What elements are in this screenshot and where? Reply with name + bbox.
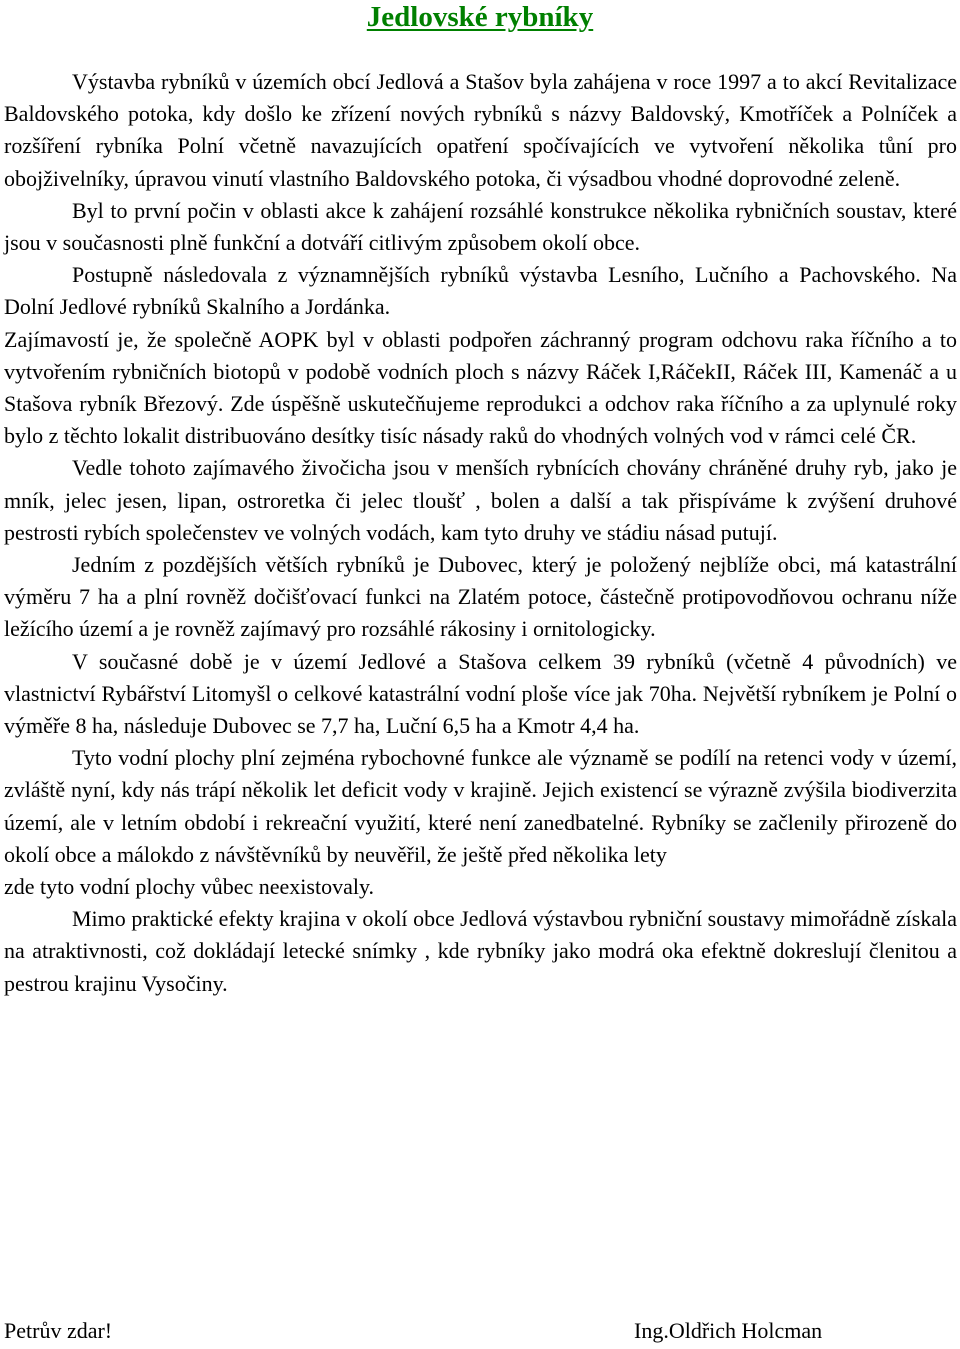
paragraph-first-step: Byl to první počin v oblasti akce k zahájení rozsáhlé konstrukce několika rybničních soustav, které jsou v současnosti plně funkční a dotváří citlivým způsobem okolí obce.	[4, 197, 957, 256]
paragraph-protected-fish: Vedle tohoto zajímavého živočicha jsou v menších rybnících chovány chráněné druhy ryb, jako je mník, jelec jesen, lipan, ostroretka či jelec tloušť , bolen a další a tak přispíváme k zvýšení druhové pestrosti rybích společenstev ve volných vodách, kam tyto druhy ve stádiu násad putují.	[4, 455, 957, 545]
paragraph-dubovec: Jedním z pozdějších větších rybníků je Dubovec, který je položený nejblíže obci, má katastrální výměru 7 ha a plní rovněž dočišťovací funkci na Zlatém potoce, částečně protipovodňovou ochranu níže ležícího území a je rovněž zajímavý pro rozsáhlé rákosiny i ornitologicky.	[4, 552, 957, 642]
author-signature: Ing.Oldřich Holcman	[634, 1318, 823, 1343]
greeting: Petrův zdar!	[4, 1318, 113, 1343]
paragraph-construction-history: Výstavba rybníků v územích obcí Jedlová a Stašov byla zahájena v roce 1997 a to akcí Revitalizace Baldovského potoka, kdy došlo ke zřízení nových rybníků s názvy Baldovský, Kmotříček a Polníček a rozšíření rybníka Polní včetně navazujících opatření spočívajících ve vytvoření několika tůní pro obojživelníky, úpravou vinutí vlastního Baldovského potoka, či výsadbou vhodné doprovodné zeleně.	[4, 69, 957, 191]
paragraph-water-retention	[4, 742, 957, 871]
paragraph-pond-statistics: V současné době je v území Jedlové a Stašova celkem 39 rybníků (včetně 4 původních) ve vlastnictví Rybářství Litomyšl o celkové katastrální vodní ploše více jak 70ha. Největší rybníkem je Polní o výměře 8 ha, následuje Dubovec se 7,7 ha, Luční 6,5 ha a Kmotr 4,4 ha.	[4, 648, 957, 739]
paragraph-following-ponds: Postupně následovala z významnějších rybníků výstavba Lesního, Lučního a Pachovského. Na Dolní Jedlové rybníků Skalního a Jordánka.	[4, 262, 957, 320]
document-body	[4, 66, 957, 1000]
paragraph-water-retention-text: Tyto vodní plochy plní zejména rybochovné funkce ale významě se podílí na retenci vody v území, zvláště nyní, kdy nás trápí několik let deficit vody v krajině. Jejich existencí se výrazně zvýšila biodiverzita území, ale v letním období i rekreační využití, které není zanedbatelné. Rybníky se začlenily přirozeně do okolí obce a málokdo z návštěvníků by neuvěřil, že ještě před několika lety	[4, 745, 957, 867]
paragraph-water-retention-continuation: zde tyto vodní plochy vůbec neexistovaly.	[4, 874, 375, 900]
document-title: Jedlovské rybníky	[366, 1, 594, 33]
paragraph-crayfish-program: Zajímavostí je, že společně AOPK byl v oblasti podpořen záchranný program odchovu raka říčního a to vytvořením rybničních biotopů v podobě vodních ploch s názvy Ráček I,RáčekII, Ráček III, Kamenáč a u Stašova rybník Březový. Zde úspěšně uskutečňujeme reprodukci a odchov raka říčního a za uplynulé roky bylo z těchto lokalit distribuováno desítky tisíc násady raků do vhodných volných vod v rámci celé ČR.	[4, 326, 957, 449]
paragraph-landscape: Mimo praktické efekty krajina v okolí obce Jedlová výstavbou rybniční soustavy mimořádně získala na atraktivnosti, což dokládají letecké snímky , kde rybníky jako modrá oka efektně dokreslují členitou a pestrou krajinu Vysočiny.	[4, 906, 957, 996]
